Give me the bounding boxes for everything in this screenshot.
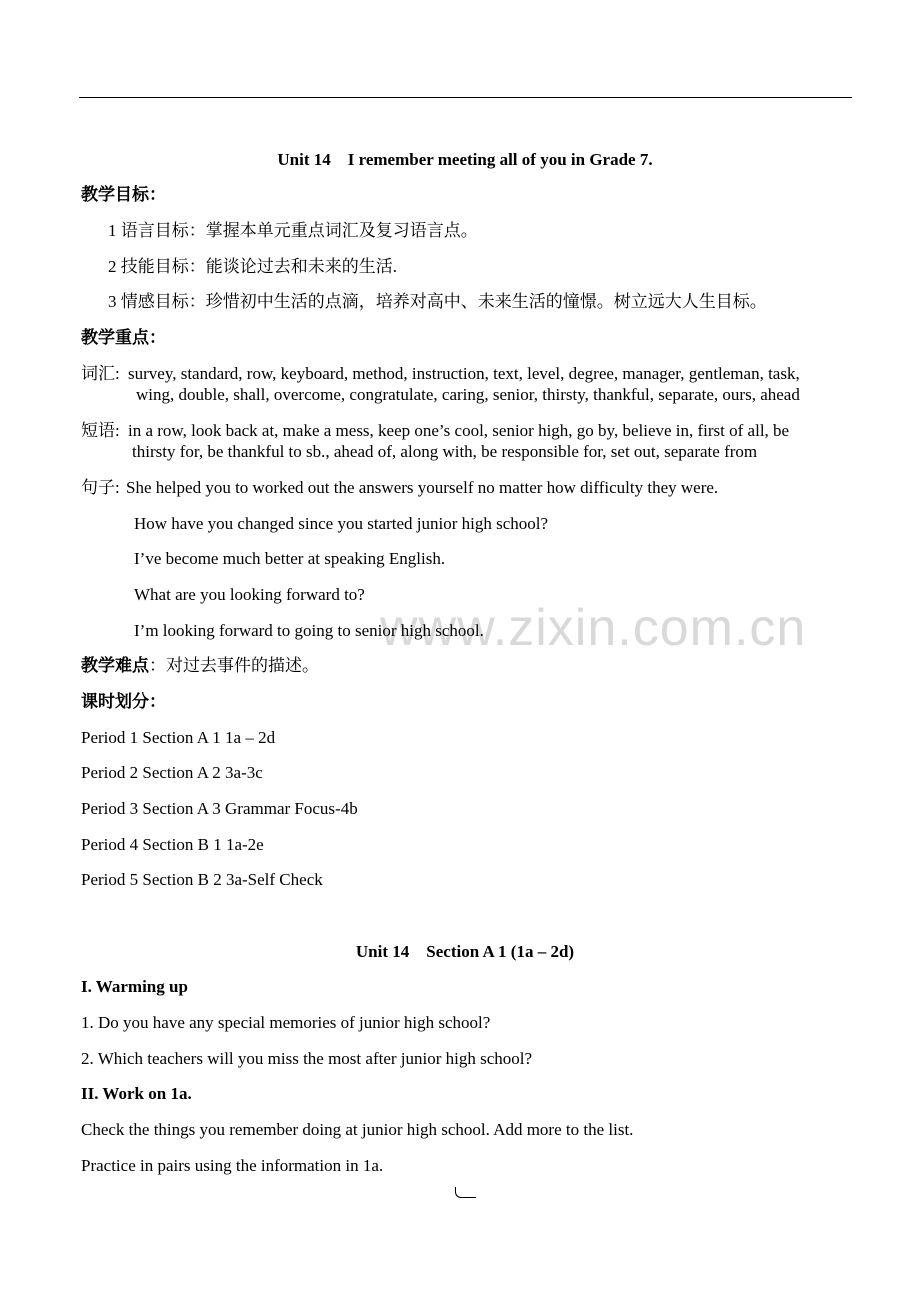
difficulty-heading: 教学难点 [81, 656, 149, 675]
period-item: Period 5 Section B 2 3a-Self Check [81, 870, 323, 889]
period-item: Period 2 Section A 2 3a-3c [81, 763, 263, 782]
phrase-label: 短语: [81, 421, 120, 440]
period-item: Period 1 Section A 1 1a – 2d [81, 728, 276, 747]
header-rule [79, 97, 852, 98]
phrase-line: in a row, look back at, make a mess, keep one’s cool, senior high, go by, believe in, first of all, be [128, 421, 790, 440]
work-1a-instruction: Check the things you remember doing at junior high school. Add more to the list. [81, 1120, 634, 1139]
key-points-heading: 教学重点： [81, 328, 166, 347]
sentence-label: 句子: [81, 478, 120, 497]
watermark: www.zixin.com.cn [380, 599, 807, 657]
page-footer-mark [455, 1187, 476, 1198]
warming-up-question: 1. Do you have any special memories of junior high school? [81, 1013, 491, 1032]
sentence-item: She helped you to worked out the answers yourself no matter how difficulty they were. [126, 478, 719, 497]
objectives-heading: 教学目标： [81, 185, 166, 204]
period-item: Period 4 Section B 1 1a-2e [81, 835, 264, 854]
work-1a-heading: II. Work on 1a. [81, 1084, 192, 1103]
objective-item: 1 语言目标：掌握本单元重点词汇及复习语言点。 [108, 221, 478, 240]
phrase-line: thirsty for, be thankful to sb., ahead of, along with, be responsible for, set out, separate from [132, 442, 758, 461]
objective-item: 2 技能目标：能谈论过去和未来的生活. [108, 257, 397, 276]
vocab-line: survey, standard, row, keyboard, method, instruction, text, level, degree, manager, gentleman, task, [128, 364, 800, 383]
sentence-item: How have you changed since you started junior high school? [134, 514, 549, 533]
work-1a-instruction: Practice in pairs using the information in 1a. [81, 1156, 384, 1175]
sentence-item: I’m looking forward to going to senior high school. [134, 621, 484, 640]
section-title: Unit 14 Section A 1 (1a – 2d) [355, 942, 575, 961]
periods-heading: 课时划分： [81, 692, 166, 711]
period-item: Period 3 Section A 3 Grammar Focus-4b [81, 799, 358, 818]
sentence-item: I’ve become much better at speaking English. [134, 549, 446, 568]
difficulty-line [81, 655, 319, 677]
objective-item: 3 情感目标：珍惜初中生活的点滴，培养对高中、未来生活的憧憬。树立远大人生目标。 [108, 292, 767, 311]
difficulty-text: ：对过去事件的描述。 [149, 656, 319, 675]
sentence-item: What are you looking forward to? [134, 585, 365, 604]
vocab-line: wing, double, shall, overcome, congratulate, caring, senior, thirsty, thankful, separate, ours, ahead [136, 385, 800, 404]
warming-up-question: 2. Which teachers will you miss the most after junior high school? [81, 1049, 533, 1068]
vocab-label: 词汇: [81, 364, 120, 383]
document-title: Unit 14 I remember meeting all of you in Grade 7. [277, 150, 653, 169]
warming-up-heading: I. Warming up [81, 977, 188, 996]
